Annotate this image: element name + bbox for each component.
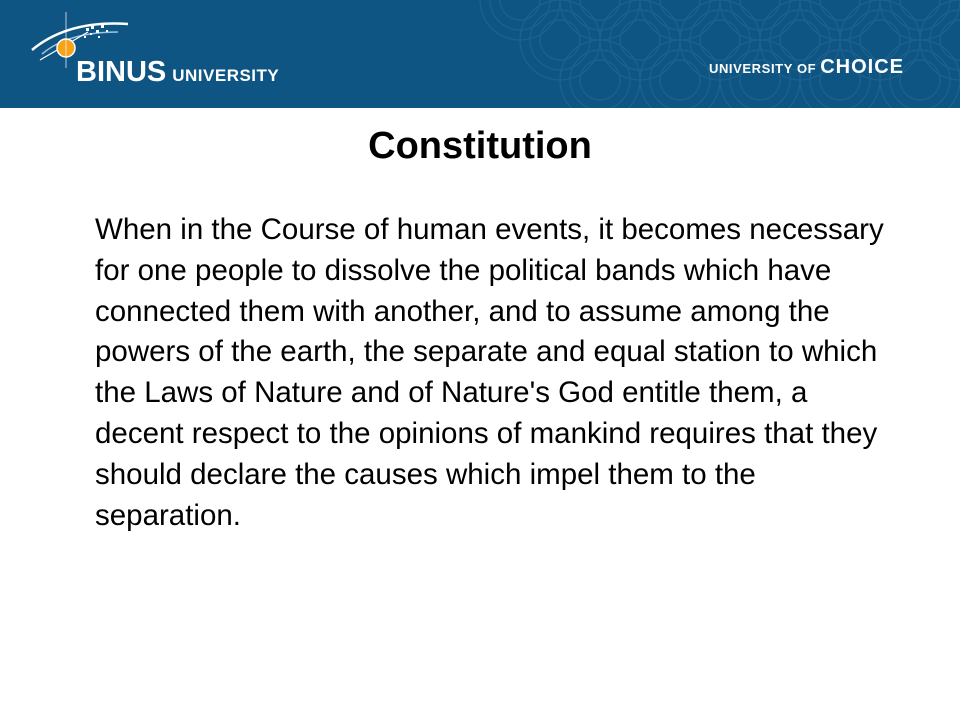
slide-title: Constitution (368, 125, 592, 167)
wave-pattern (400, 0, 960, 108)
header-banner (0, 0, 960, 108)
logo-suffix: UNIVERSITY (172, 66, 280, 85)
tagline (709, 56, 904, 79)
slide-body-text: When in the Course of human events, it becomes necessary for one people to dissolve the political bands which have connected them with another, and to assume among the powers of the earth, the separate and equal station to which the Laws of Nature and of Nature's God entitle them, a decent respect to the opinions of mankind requires that they should declare the causes which impel them to the separation. (95, 213, 884, 532)
binus-logo (28, 10, 298, 100)
tagline-main: CHOICE (820, 56, 904, 78)
logo-name: BINUS (76, 56, 167, 88)
logo-wordmark (76, 56, 279, 89)
tagline-prefix: UNIVERSITY OF (708, 61, 817, 76)
